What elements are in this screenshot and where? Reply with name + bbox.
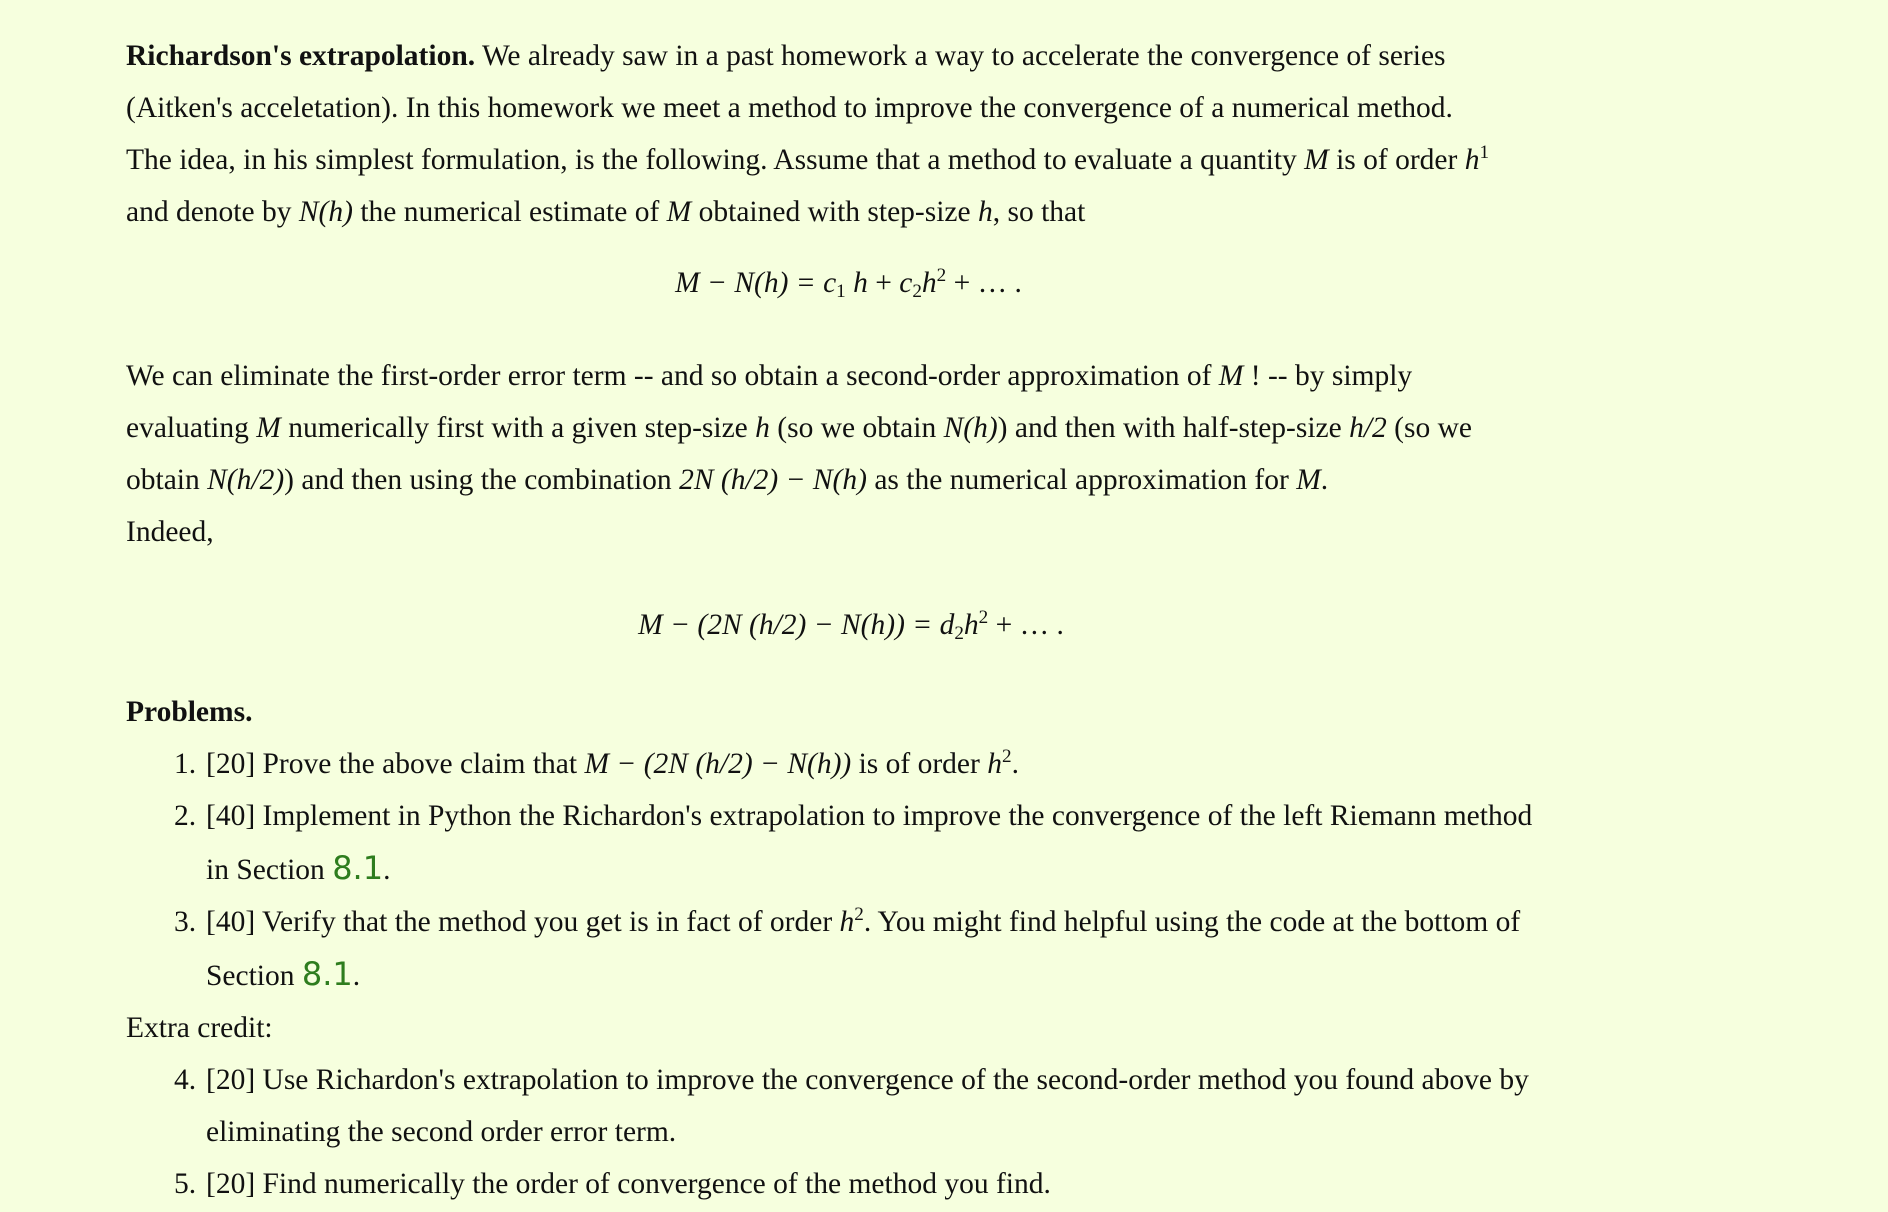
problem-item-4: 4. [20] Use Richardon's extrapolation to improve the convergence of the second-order method you found above by eliminating the second order error term. xyxy=(174,1064,1529,1148)
formula-extrapolation: M − (2N $(h/2) - N(h)) = d_2h^2$ + … . xyxy=(638,607,1064,644)
intro-paragraph xyxy=(126,30,1686,238)
section-8-1-link[interactable]: 8.1 xyxy=(332,849,384,887)
section-title: Richardson's extrapolation. xyxy=(126,40,476,72)
intro-line-3: The idea, in his simplest formulation, is the following. Assume that a method to evaluate a quantity M is of order $h^1$ xyxy=(126,142,1490,176)
extra-credit-label: Extra credit: xyxy=(126,1012,273,1044)
problem-item-5: 5. [20] Find numerically the order of convergence of the method you find. xyxy=(174,1168,1051,1200)
problems-list xyxy=(126,738,1686,1002)
formula-error-expansion: $M - N(h) = c_1$ $h + c_2h^2$ + … . xyxy=(675,265,1022,302)
method-line-4: Indeed, xyxy=(126,516,214,548)
method-paragraph xyxy=(126,350,1686,558)
method-line-1: We can eliminate the first-order error term -- and so obtain a second-order approximation of M ! -- by simply xyxy=(126,360,1413,392)
method-line-2: evaluating M numerically first with a given step-size h (so we obtain N(h)) and then with half-step-size h/2 (so we xyxy=(126,412,1472,444)
problem-item-1: 1. [20] Prove the above claim that M − (2N (h/2) − N(h)) is of order $h^2$. xyxy=(174,746,1019,780)
intro-line-4: and denote by N(h) the numerical estimate of M obtained with step-size h, so that xyxy=(126,196,1086,228)
extra-credit-list xyxy=(126,1054,1686,1210)
method-line-3: obtain N(h/2)) and then using the combination 2N (h/2) − N(h) as the numerical approximation for M. xyxy=(126,464,1329,496)
intro-line-2: (Aitken's acceletation). In this homework we meet a method to improve the convergence of a numerical method. xyxy=(126,92,1453,124)
problems-heading: Problems. xyxy=(126,696,253,728)
section-8-1-link[interactable]: 8.1 xyxy=(301,955,353,993)
homework-content xyxy=(126,30,1686,1210)
problem-item-2: 2. [40] Implement in Python the Richardon's extrapolation to improve the convergence of the left Riemann method in Section 8.1. xyxy=(174,800,1533,887)
intro-line-1: Richardson's extrapolation. We already saw in a past homework a way to accelerate the convergence of series xyxy=(126,40,1446,72)
problem-item-3: 3. [40] Verify that the method you get is in fact of order $h^2$. You might find helpful using the code at the bottom of Section 8.1. xyxy=(174,904,1521,993)
